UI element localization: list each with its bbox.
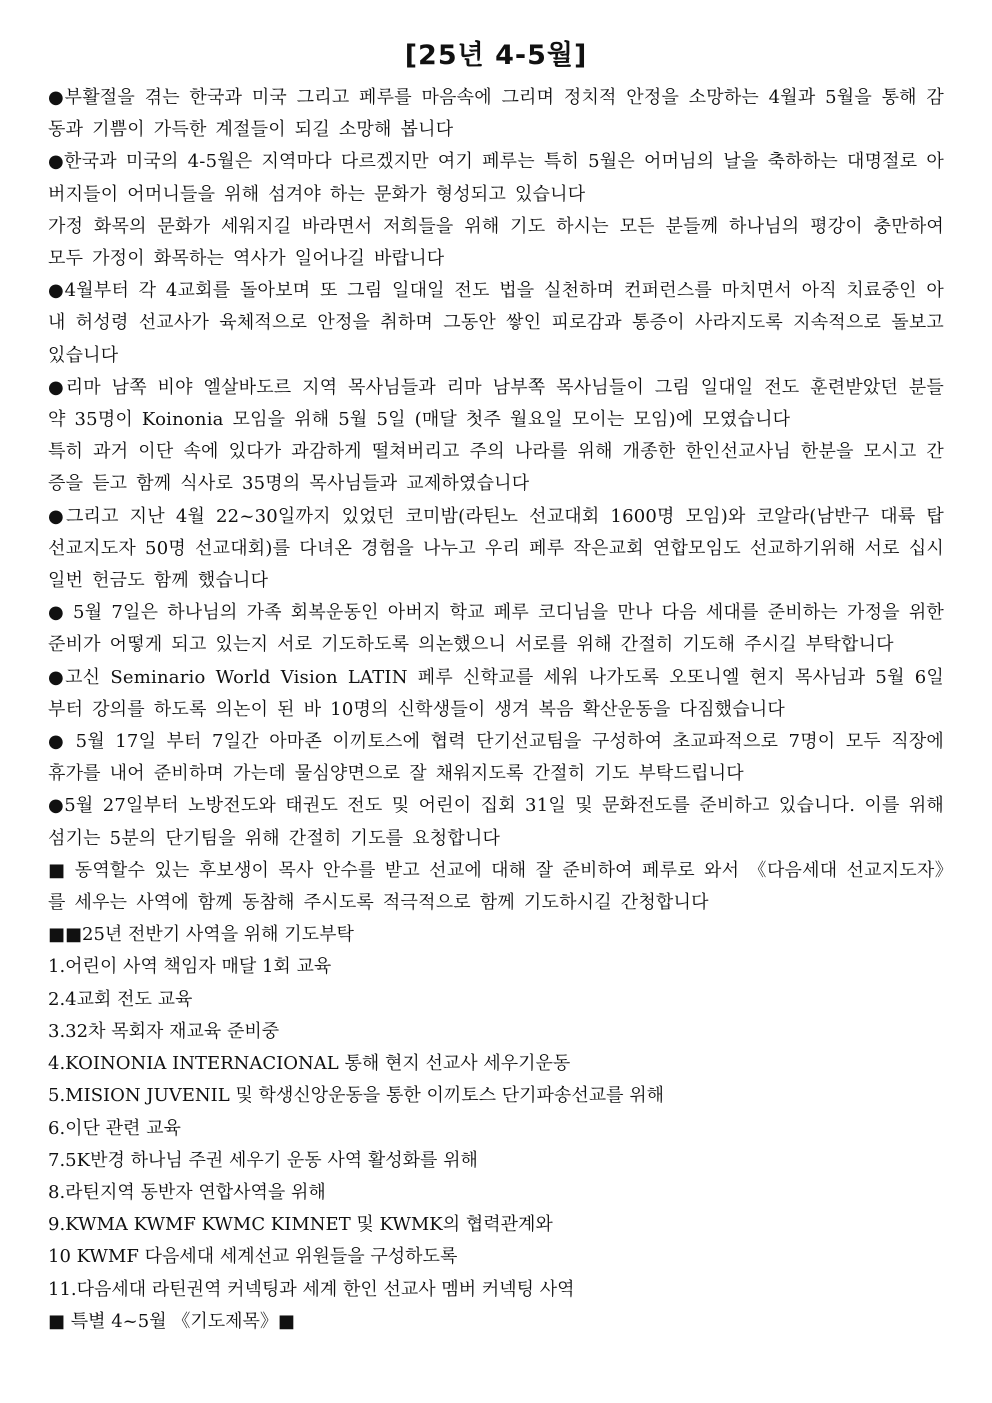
paragraph-seminary: ●고신 Seminario World Vision LATIN 페루 신학교를 세워 나가도록 오또니엘 현지 목사님과 5월 6일부터 강의를 하도록 의논이 된 바 10명의 신학생들이 생겨 복음 확산운동을 다짐했습니다 (48, 666, 944, 720)
list-item: 4.KOINONIA INTERNACIONAL 통해 현지 선교사 세우기운동 (48, 1053, 571, 1075)
paragraph-street-evangelism: ●5월 27일부터 노방전도와 태권도 전도 및 어린이 집회 31일 및 문화전도를 준비하고 있습니다. 이를 위해 섬기는 5분의 단기팀을 위해 간절히 기도를 요청합니다 (48, 795, 944, 849)
paragraph-testimony: 특히 과거 이단 속에 있다가 과감하게 떨쳐버리고 주의 나라를 위해 개종한 한인선교사님 한분을 모시고 간증을 듣고 함께 식사로 35명의 목사님들과 교제하였습니다 (48, 441, 944, 495)
paragraph-koinonia-meeting: ●리마 남쪽 비야 엘살바도르 지역 목사님들과 리마 남부쪽 목사님들이 그림 일대일 전도 훈련받았던 분들 약 35명이 Koinonia 모임을 위해 5월 5일 (매달 첫주 월요일 모이는 모임)에 모였습니다 (48, 376, 944, 431)
paragraph-church-visits: ●4월부터 각 4교회를 돌아보며 또 그림 일대일 전도 법을 실천하며 컨퍼런스를 마치면서 아직 치료중인 아내 허성령 선교사가 육체적으로 안정을 취하며 그동안 쌓인 피로감과 통증이 사라지도록 지속적으로 돌보고 있습니다 (48, 280, 944, 366)
paragraph-amazon-mission: ● 5월 17일 부터 7일간 아마존 이끼토스에 협력 단기선교팀을 구성하여 초교파적으로 7명이 모두 직장에 휴가를 내어 준비하며 가는데 물심양면으로 잘 채워지도록 간절히 기도 부탁드립니다 (48, 731, 944, 785)
list-item: 6.이단 관련 교육 (48, 1117, 181, 1139)
list-item: 11.다음세대 라틴권역 커넥팅과 세계 한인 선교사 멤버 커넥팅 사역 (48, 1278, 575, 1300)
paragraph-next-generation-leaders: ■ 동역할수 있는 후보생이 목사 안수를 받고 선교에 대해 잘 준비하여 페루로 와서 《다음세대 선교지도자》를 세우는 사역에 함께 동참해 주시도록 적극적으로 함께 기도하시길 간청합니다 (48, 859, 944, 914)
page-title: [25년 4-5월] (404, 40, 588, 71)
special-prayer-heading: ■ 특별 4~5월 《기도제목》■ (48, 1310, 295, 1332)
list-item: 7.5K반경 하나님 주권 세우기 운동 사역 활성화를 위해 (48, 1149, 478, 1171)
list-item: 1.어린이 사역 책임자 매달 1회 교육 (48, 956, 332, 978)
paragraph-fathers-school: ● 5월 7일은 하나님의 가족 회복운동인 아버지 학교 페루 코디님을 만나 다음 세대를 준비하는 가정을 위한 준비가 어떻게 되고 있는지 서로 기도하도록 의논했으니 서로를 위해 간절히 기도해 주시길 부탁합니다 (48, 602, 944, 656)
list-item: 5.MISION JUVENIL 및 학생신앙운동을 통한 이끼토스 단기파송선교를 위해 (48, 1085, 664, 1107)
list-item: 8.라틴지역 동반자 연합사역을 위해 (48, 1181, 326, 1203)
paragraph-mothers-day: ●한국과 미국의 4-5월은 지역마다 다르겠지만 여기 페루는 특히 5월은 어머님의 날을 축하하는 대명절로 아버지들이 어머니들을 위해 섬겨야 하는 문화가 형성되고 있습니다 (48, 151, 944, 205)
letter-body (48, 82, 944, 1338)
list-item: 3.32차 목회자 재교육 준비중 (48, 1020, 280, 1042)
prayer-list (48, 951, 944, 1305)
list-item: 2.4교회 전도 교육 (48, 988, 193, 1010)
paragraph-mission-conferences: ●그리고 지난 4월 22~30일까지 있었던 코미밤(라틴노 선교대회 1600명 모임)와 코알라(남반구 대륙 탑 선교지도자 50명 선교대회)를 다녀온 경험을 나누고 우리 페루 작은교회 연합모임도 선교하기위해 서로 십시일번 헌금도 함께 했습니다 (48, 505, 944, 592)
list-item: 9.KWMA KWMF KWMC KIMNET 및 KWMK의 협력관계와 (48, 1214, 553, 1236)
paragraph-family-harmony: 가정 화목의 문화가 세워지길 바라면서 저희들을 위해 기도 하시는 모든 분들께 하나님의 평강이 충만하여 모두 가정이 화목하는 역사가 일어나길 바랍니다 (48, 215, 944, 270)
prayer-list-heading: ■■25년 전반기 사역을 위해 기도부탁 (48, 924, 354, 946)
list-item: 10 KWMF 다음세대 세계선교 위원들을 구성하도록 (48, 1246, 458, 1268)
paragraph-easter-hope: ●부활절을 겪는 한국과 미국 그리고 페루를 마음속에 그리며 정치적 안정을 소망하는 4월과 5월을 통해 감동과 기쁨이 가득한 계절들이 되길 소망해 봅니다 (48, 87, 944, 141)
